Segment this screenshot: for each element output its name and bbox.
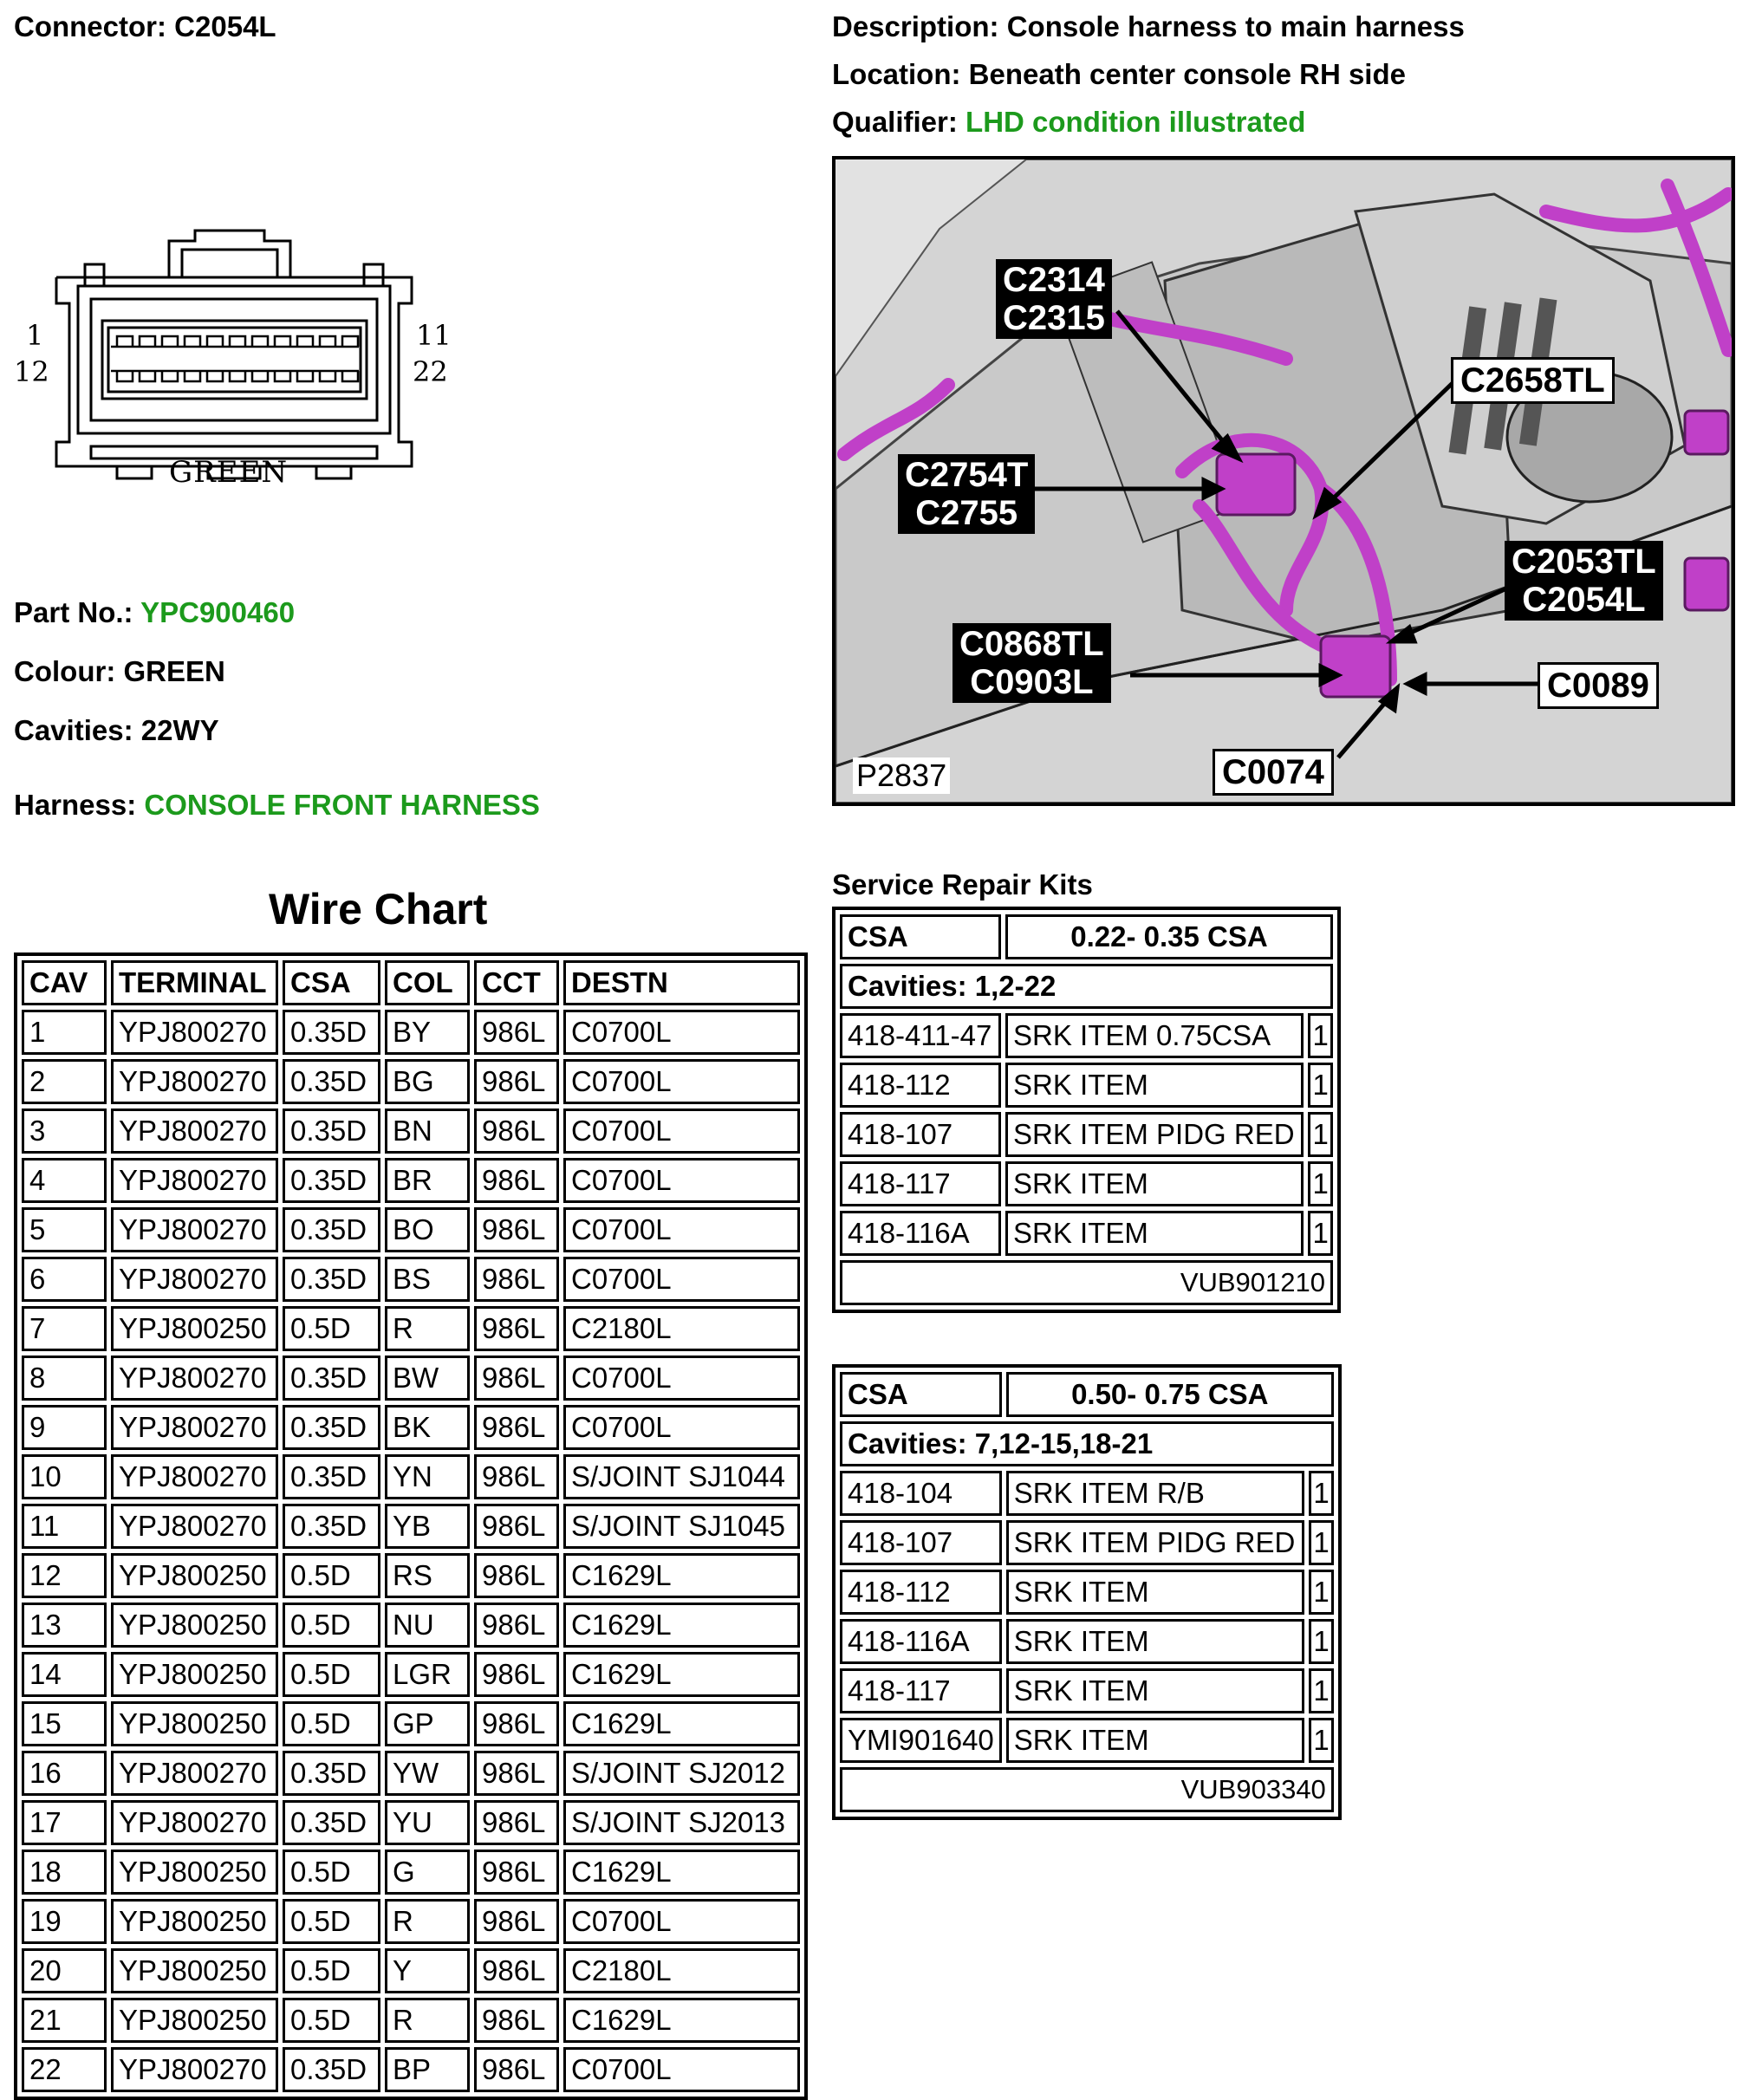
wire-chart-cell: 986L [474,1257,559,1302]
srk-item-row [840,1013,1333,1058]
part-label: Part No.: [14,596,133,628]
wire-chart-cell: S/JOINT SJ1045 [563,1504,800,1549]
wire-chart-cell: 986L [474,1158,559,1203]
wire-chart-row [22,1504,800,1549]
wire-chart-cell: BK [385,1405,470,1450]
wire-chart-cell: 0.5D [283,1652,380,1697]
wire-chart-cell: 1 [22,1010,107,1055]
wire-chart-cell: 0.35D [283,1405,380,1450]
wire-chart-cell: 0.35D [283,1454,380,1499]
wire-chart-cell: 986L [474,1652,559,1697]
srk-item-row [840,1471,1334,1516]
srk-kit-number-row [840,1767,1334,1812]
wire-chart-cell: BW [385,1356,470,1401]
srk-item-cell: 418-112 [840,1570,1002,1615]
wire-chart-cell: C0700L [563,1899,800,1944]
srk-table-1 [832,907,1341,1313]
wire-chart-header-cell: DESTN [563,960,800,1005]
connector-pin-icon [162,371,178,381]
srk-cavities: Cavities: 7,12-15,18-21 [840,1421,1334,1466]
wire-chart-row [22,1701,800,1746]
harness-line [14,789,540,822]
srk-csa-label: CSA [840,1372,1002,1417]
srk-item-cell: SRK ITEM 0.75CSA [1005,1013,1304,1058]
wire-chart-cell: Y [385,1948,470,1993]
srk-csa-row [840,914,1333,959]
wire-chart-cell: 0.35D [283,1257,380,1302]
srk-item-cell: 1 [1309,1520,1334,1565]
wire-chart-title: Wire Chart [269,885,488,933]
wire-chart-cell: 0.5D [283,1553,380,1598]
srk-item-cell: SRK ITEM [1006,1570,1304,1615]
wire-chart-cell: YPJ800270 [111,1751,278,1796]
wire-chart-cell: 0.35D [283,2047,380,2092]
wire-chart-cell: C0700L [563,1257,800,1302]
pin-12-label: 12 [14,355,49,388]
wire-chart-cell: R [385,1899,470,1944]
wire-chart-cell: C0700L [563,1059,800,1104]
wire-chart-cell: 986L [474,1504,559,1549]
wire-chart-cell: 16 [22,1751,107,1796]
colour-line [14,655,225,688]
wire-chart-cell: 10 [22,1454,107,1499]
srk-item-cell: SRK ITEM [1006,1619,1304,1664]
srk-item-cell: SRK ITEM R/B [1006,1471,1304,1516]
wire-chart-cell: 0.5D [283,1701,380,1746]
srk-csa-value: 0.22- 0.35 CSA [1005,914,1333,959]
wire-chart-cell: YN [385,1454,470,1499]
wire-chart-cell: R [385,1998,470,2043]
wire-chart-cell: 0.35D [283,1207,380,1252]
cavities-label: Cavities: [14,714,133,746]
connector-pin-icon [140,371,155,381]
wire-chart-row [22,1800,800,1845]
srk-item-row [840,1161,1333,1206]
wire-chart-cell: 5 [22,1207,107,1252]
wire-chart-cell: C1629L [563,1998,800,2043]
wire-chart-cell: 986L [474,1899,559,1944]
wire-chart-cell: BP [385,2047,470,2092]
connector-diagram [9,225,459,503]
wire-chart-cell: NU [385,1603,470,1648]
wire-chart-cell: 8 [22,1356,107,1401]
srk-item-cell: 418-107 [840,1520,1002,1565]
srk-item-cell: 1 [1309,1570,1334,1615]
srk-kit-number: VUB903340 [840,1767,1334,1812]
colour-value: GREEN [123,655,225,687]
connector-pin-icon [162,336,178,347]
wire-chart-cell: 2 [22,1059,107,1104]
wire-chart-cell: C0700L [563,1405,800,1450]
srk-item-cell: 1 [1309,1668,1334,1713]
wire-chart-cell: 22 [22,2047,107,2092]
wire-chart-cell: 0.35D [283,1800,380,1845]
description-label: Description: [832,10,999,42]
wire-chart-cell: 18 [22,1850,107,1895]
srk-item-cell: SRK ITEM [1006,1668,1304,1713]
callout-c2314-c2315: C2314 C2315 [996,259,1112,339]
wire-chart-cell: C1629L [563,1701,800,1746]
srk-item-cell: 418-117 [840,1668,1002,1713]
wire-chart-cell: C1629L [563,1553,800,1598]
wire-chart-cell: 0.5D [283,1998,380,2043]
srk-cavities-row [840,1421,1334,1466]
callout-c0868tl-c0903l: C0868TL C0903L [953,623,1111,703]
srk-item-cell: 1 [1309,1718,1334,1763]
connector-pin-icon [117,336,133,347]
callout-c0074: C0074 [1213,749,1334,796]
wire-chart-cell: BY [385,1010,470,1055]
wire-chart-cell: YPJ800250 [111,1998,278,2043]
wire-chart-cell: YPJ800270 [111,1059,278,1104]
connector-pin-icon [230,336,245,347]
harness-label: Harness: [14,789,137,821]
wire-chart-cell: S/JOINT SJ2013 [563,1800,800,1845]
wire-chart-cell: C2180L [563,1948,800,1993]
wire-chart-cell: R [385,1306,470,1351]
srk-item-cell: 1 [1308,1063,1333,1108]
cavities-line [14,714,219,747]
wire-chart-cell: YU [385,1800,470,1845]
srk-csa-label: CSA [840,914,1001,959]
wire-chart-cell: RS [385,1553,470,1598]
colour-label: Colour: [14,655,116,687]
connector-pin-icon [185,336,200,347]
wire-chart-cell: 986L [474,1751,559,1796]
wire-chart-row [22,1751,800,1796]
wire-chart-row [22,1207,800,1252]
wire-chart-cell: 13 [22,1603,107,1648]
wire-chart-cell: C2180L [563,1306,800,1351]
wire-chart-cell: C0700L [563,1207,800,1252]
wire-chart-cell: 0.5D [283,1948,380,1993]
wire-chart-cell: 0.5D [283,1306,380,1351]
srk-item-cell: 1 [1309,1471,1334,1516]
srk-item-cell: SRK ITEM PIDG RED [1006,1520,1304,1565]
wire-chart-row [22,1405,800,1450]
wire-chart-cell: 17 [22,1800,107,1845]
wire-chart-cell: 0.35D [283,1158,380,1203]
srk-item-cell: 1 [1308,1013,1333,1058]
wire-chart-cell: 0.35D [283,1109,380,1154]
connector-colour-caption: GREEN [169,455,289,490]
connector-pin-icon [297,336,313,347]
pin-22-label: 22 [413,355,448,388]
wire-chart-cell: YPJ800250 [111,1850,278,1895]
pin-11-label: 11 [416,319,452,352]
callout-c2754t-c2755: C2754T C2755 [898,454,1035,534]
connector-pin-icon [252,371,268,381]
wire-chart-cell: 986L [474,1306,559,1351]
srk-item-cell: SRK ITEM [1005,1161,1304,1206]
wire-chart-cell: 986L [474,1701,559,1746]
srk-item-cell: 418-411-47 [840,1013,1001,1058]
srk-cavities: Cavities: 1,2-22 [840,964,1333,1009]
srk-item-row [840,1619,1334,1664]
wire-chart-cell: 0.5D [283,1603,380,1648]
srk-item-row [840,1063,1333,1108]
wire-chart-cell: 6 [22,1257,107,1302]
srk-item-row [840,1570,1334,1615]
srk-item-cell: 418-104 [840,1471,1002,1516]
connector-line [14,10,276,43]
wire-chart-row [22,1257,800,1302]
srk-item-cell: 1 [1308,1161,1333,1206]
connector-pin-icon [320,336,335,347]
wire-chart-cell: YPJ800250 [111,1948,278,1993]
wire-chart-cell: YPJ800270 [111,1356,278,1401]
wire-chart-cell: C0700L [563,1109,800,1154]
srk-table-2 [832,1364,1342,1820]
wire-chart-row [22,1603,800,1648]
srk-title: Service Repair Kits [832,868,1093,900]
srk-item-cell: 1 [1309,1619,1334,1664]
srk-item-cell: SRK ITEM [1006,1718,1304,1763]
srk-item-cell: 418-117 [840,1161,1001,1206]
wire-chart-cell: BG [385,1059,470,1104]
wire-chart-cell: YPJ800250 [111,1652,278,1697]
srk-item-cell: SRK ITEM [1005,1211,1304,1256]
wire-chart-cell: 986L [474,1405,559,1450]
wire-chart-cell: YPJ800270 [111,1257,278,1302]
wire-chart-cell: 0.5D [283,1899,380,1944]
wire-chart-row [22,1454,800,1499]
connector-pin-icon [320,371,335,381]
wire-chart-cell: BN [385,1109,470,1154]
wire-chart-cell: C1629L [563,1652,800,1697]
wire-chart-cell: C0700L [563,1010,800,1055]
wire-chart-cell: 7 [22,1306,107,1351]
wire-chart-cell: 986L [474,1356,559,1401]
wire-chart-header-cell: TERMINAL [111,960,278,1005]
wire-chart-cell: C0700L [563,1158,800,1203]
srk-item-row [840,1112,1333,1157]
srk-csa-row [840,1372,1334,1417]
location-label: Location: [832,58,961,90]
qualifier-label: Qualifier: [832,106,958,138]
qualifier-value: LHD condition illustrated [966,106,1306,138]
wire-chart-cell: YPJ800250 [111,1701,278,1746]
srk-item-cell: YMI901640 [840,1718,1002,1763]
wire-chart-row [22,1158,800,1203]
illustration-ref: P2837 [853,757,950,794]
wire-chart-cell: 0.35D [283,1751,380,1796]
location-line [832,58,1406,91]
wire-chart-cell: YPJ800270 [111,1158,278,1203]
srk-item-cell: 418-107 [840,1112,1001,1157]
location-value: Beneath center console RH side [968,58,1406,90]
wire-chart-header-row [22,960,800,1005]
connector-pin-icon [275,371,290,381]
connector-label: Connector: [14,10,166,42]
wire-chart-cell: 0.35D [283,1356,380,1401]
connector-pin-icon [342,371,358,381]
srk-kit-number-row [840,1260,1333,1305]
wire-chart-table [14,952,808,2100]
wire-chart-cell: 0.35D [283,1504,380,1549]
wire-chart-row [22,1948,800,1993]
connector-pin-icon [297,371,313,381]
wire-chart-row [22,1059,800,1104]
wire-chart-cell: 9 [22,1405,107,1450]
wire-chart-row [22,1850,800,1895]
pin-1-label: 1 [26,319,44,352]
wire-chart-cell: 986L [474,1850,559,1895]
wire-chart-cell: 986L [474,1207,559,1252]
wire-chart-cell: 3 [22,1109,107,1154]
wire-chart-row [22,1899,800,1944]
wire-chart-row [22,1010,800,1055]
wire-chart-row [22,1306,800,1351]
location-illustration [832,156,1735,806]
wire-chart-cell: 986L [474,1059,559,1104]
connector-pin-icon [117,371,133,381]
wire-chart-cell: BO [385,1207,470,1252]
connector-pin-icon [342,336,358,347]
wire-chart-cell: 986L [474,1948,559,1993]
wire-chart-cell: YPJ800250 [111,1306,278,1351]
srk-item-cell: 1 [1308,1211,1333,1256]
wire-chart-row [22,1553,800,1598]
wire-chart-cell: C1629L [563,1603,800,1648]
wire-chart-cell: YB [385,1504,470,1549]
wire-chart-cell: YPJ800270 [111,1405,278,1450]
wire-chart-cell: 20 [22,1948,107,1993]
harness-value: CONSOLE FRONT HARNESS [144,789,540,821]
connector-pin-icon [140,336,155,347]
wire-chart-cell: 0.5D [283,1850,380,1895]
description-line [832,10,1465,43]
srk-item-row [840,1211,1333,1256]
wire-chart-cell: C0700L [563,1356,800,1401]
wire-chart-row [22,2047,800,2092]
wire-chart-cell: G [385,1850,470,1895]
cavities-value: 22WY [140,714,219,746]
connector-pin-icon [207,371,223,381]
wire-chart-cell: GP [385,1701,470,1746]
wire-chart-cell: 11 [22,1504,107,1549]
wire-chart-cell: 0.35D [283,1059,380,1104]
wire-chart-cell: 986L [474,1454,559,1499]
connector-pin-icon [230,371,245,381]
wire-chart-cell: YPJ800270 [111,2047,278,2092]
wire-chart-cell: 12 [22,1553,107,1598]
wire-chart-cell: YPJ800270 [111,1504,278,1549]
wire-chart-cell: 14 [22,1652,107,1697]
wire-chart-row [22,1109,800,1154]
wire-chart-cell: YPJ800270 [111,1207,278,1252]
wire-chart-row [22,1356,800,1401]
wire-chart-cell: S/JOINT SJ2012 [563,1751,800,1796]
srk-item-cell: SRK ITEM [1005,1063,1304,1108]
wire-chart-cell: 986L [474,1553,559,1598]
wire-chart-cell: YPJ800250 [111,1553,278,1598]
wire-chart-header-cell: CCT [474,960,559,1005]
wire-chart-cell: S/JOINT SJ1044 [563,1454,800,1499]
wire-chart-cell: YPJ800270 [111,1800,278,1845]
wire-chart-cell: 0.35D [283,1010,380,1055]
srk-item-cell: 418-112 [840,1063,1001,1108]
wire-chart-cell: LGR [385,1652,470,1697]
wire-chart-cell: YW [385,1751,470,1796]
wire-chart-row [22,1998,800,2043]
wire-chart-cell: YPJ800250 [111,1603,278,1648]
srk-item-cell: SRK ITEM PIDG RED [1005,1112,1304,1157]
wire-chart-cell: YPJ800270 [111,1109,278,1154]
srk-item-row [840,1520,1334,1565]
wire-chart-cell: BR [385,1158,470,1203]
srk-item-cell: 418-116A [840,1619,1002,1664]
wire-chart-header-cell: CSA [283,960,380,1005]
wire-chart-cell: 986L [474,1998,559,2043]
part-value: YPC900460 [140,596,296,628]
wire-chart-cell: 19 [22,1899,107,1944]
wire-chart-cell: 986L [474,1603,559,1648]
wire-chart-cell: 21 [22,1998,107,2043]
callout-c2658tl: C2658TL [1451,357,1615,404]
wire-chart-cell: 986L [474,1800,559,1845]
wire-chart-cell: C1629L [563,1850,800,1895]
wire-chart-cell: 15 [22,1701,107,1746]
srk-kit-number: VUB901210 [840,1260,1333,1305]
srk-item-cell: 418-116A [840,1211,1001,1256]
connector-pin-icon [207,336,223,347]
wire-chart-cell: BS [385,1257,470,1302]
wire-chart-row [22,1652,800,1697]
srk-item-row [840,1668,1334,1713]
connector-pin-icon [185,371,200,381]
srk-cavities-row [840,964,1333,1009]
srk-item-row [840,1718,1334,1763]
srk-item-cell: 1 [1308,1112,1333,1157]
srk-csa-value: 0.50- 0.75 CSA [1006,1372,1334,1417]
connector-pin-icon [275,336,290,347]
wire-chart-cell: YPJ800270 [111,1010,278,1055]
connector-value: C2054L [174,10,276,42]
callout-c2053tl-c2054l: C2053TL C2054L [1505,541,1663,621]
wire-chart-header-cell: CAV [22,960,107,1005]
qualifier-line [832,106,1305,139]
wire-chart-cell: YPJ800270 [111,1454,278,1499]
wire-chart-cell: 986L [474,1010,559,1055]
wire-chart-cell: C0700L [563,2047,800,2092]
callout-c0089: C0089 [1538,662,1659,709]
wire-chart-header-cell: COL [385,960,470,1005]
wire-chart-cell: YPJ800250 [111,1899,278,1944]
wire-chart-cell: 986L [474,1109,559,1154]
part-number-line [14,596,295,629]
connector-pin-icon [252,336,268,347]
wire-chart-cell: 4 [22,1158,107,1203]
description-value: Console harness to main harness [1006,10,1465,42]
wire-chart-cell: 986L [474,2047,559,2092]
